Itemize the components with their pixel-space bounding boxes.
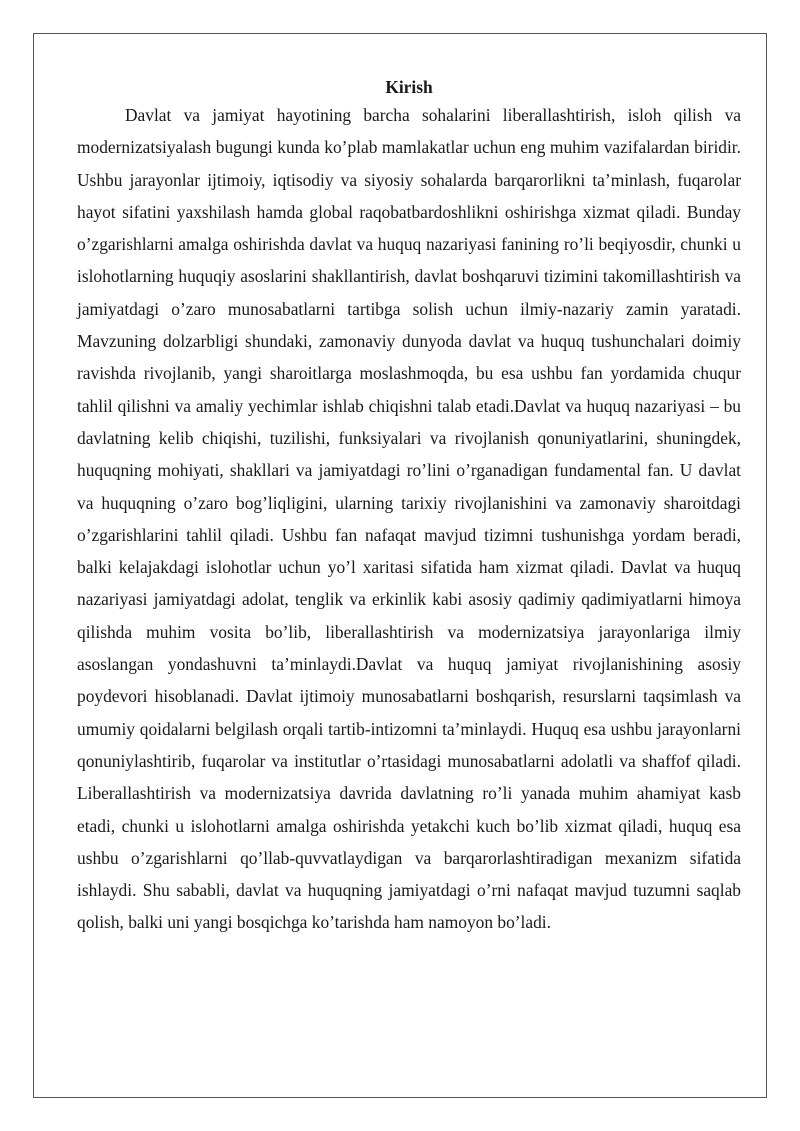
- document-body: [77, 75, 741, 939]
- body-paragraph: Davlat va jamiyat hayotining barcha sohalarini liberallashtirish, isloh qilish va modernizatsiyalash bugungi kunda ko’plab mamlakatlar uchun eng muhim vazifalardan biridir. Ushbu jarayonlar ijtimoiy, iqtisodiy va siyosiy sohalarda barqarorlikni ta’minlash, fuqarolar hayot sifatini yaxshilash hamda global raqobatbardoshlikni oshirishga xizmat qiladi. Bunday o’zgarishlarni amalga oshirishda davlat va huquq nazariyasi fanining ro’li beqiyosdir, chunki u islohotlarning huquqiy asoslarini shakllantirish, davlat boshqaruvi tizimini takomillashtirish va jamiyatdagi o’zaro munosabatlarni tartibga solish uchun ilmiy-nazariy zamin yaratadi. Mavzuning dolzarbligi shundaki, zamonaviy dunyoda davlat va huquq tushunchalari doimiy ravishda rivojlanib, yangi sharoitlarga moslashmoqda, bu esa ushbu fan yordamida chuqur tahlil qilishni va amaliy yechimlar ishlab chiqishni talab etadi.Davlat va huquq nazariyasi – bu davlatning kelib chiqishi, tuzilishi, funksiyalari va rivojlanish qonuniyatlarini, shuningdek, huquqning mohiyati, shakllari va jamiyatdagi ro’lini o’rganadigan fundamental fan. U davlat va huquqning o’zaro bog’liqligini, ularning tarixiy rivojlanishini va zamonaviy sharoitdagi o’zgarishlarini tahlil qiladi. Ushbu fan nafaqat mavjud tizimni tushunishga yordam beradi, balki kelajakdagi islohotlar uchun yo’l xaritasi sifatida ham xizmat qiladi. Davlat va huquq nazariyasi jamiyatdagi adolat, tenglik va erkinlik kabi asosiy qadimiy qadimiyatlarni himoya qilishda muhim vosita bo’lib, liberallashtirish va modernizatsiya jarayonlariga ilmiy asoslangan yondashuvni ta’minlaydi.Davlat va huquq jamiyat rivojlanishining asosiy poydevori hisoblanadi. Davlat ijtimoiy munosabatlarni boshqarish, resurslarni taqsimlash va umumiy qoidalarni belgilash orqali tartib-intizomni ta’minlaydi. Huquq esa ushbu jarayonlarni qonuniylashtirib, fuqarolar va institutlar o’rtasidagi munosabatlarni adolatli va shaffof qiladi. Liberallashtirish va modernizatsiya davrida davlatning ro’li yanada muhim ahamiyat kasb etadi, chunki u islohotlarni amalga oshirishda yetakchi kuch bo’lib xizmat qiladi, huquq esa ushbu o’zgarishlarni qo’llab-quvvatlaydigan va barqarorlashtiradigan mexanizm sifatida ishlaydi. Shu sababli, davlat va huquqning jamiyatdagi o’rni nafaqat mavjud tuzumni saqlab qolish, balki uni yangi bosqichga ko’tarishda ham namoyon bo’ladi.: [77, 105, 741, 933]
- document-title: Kirish: [385, 77, 433, 97]
